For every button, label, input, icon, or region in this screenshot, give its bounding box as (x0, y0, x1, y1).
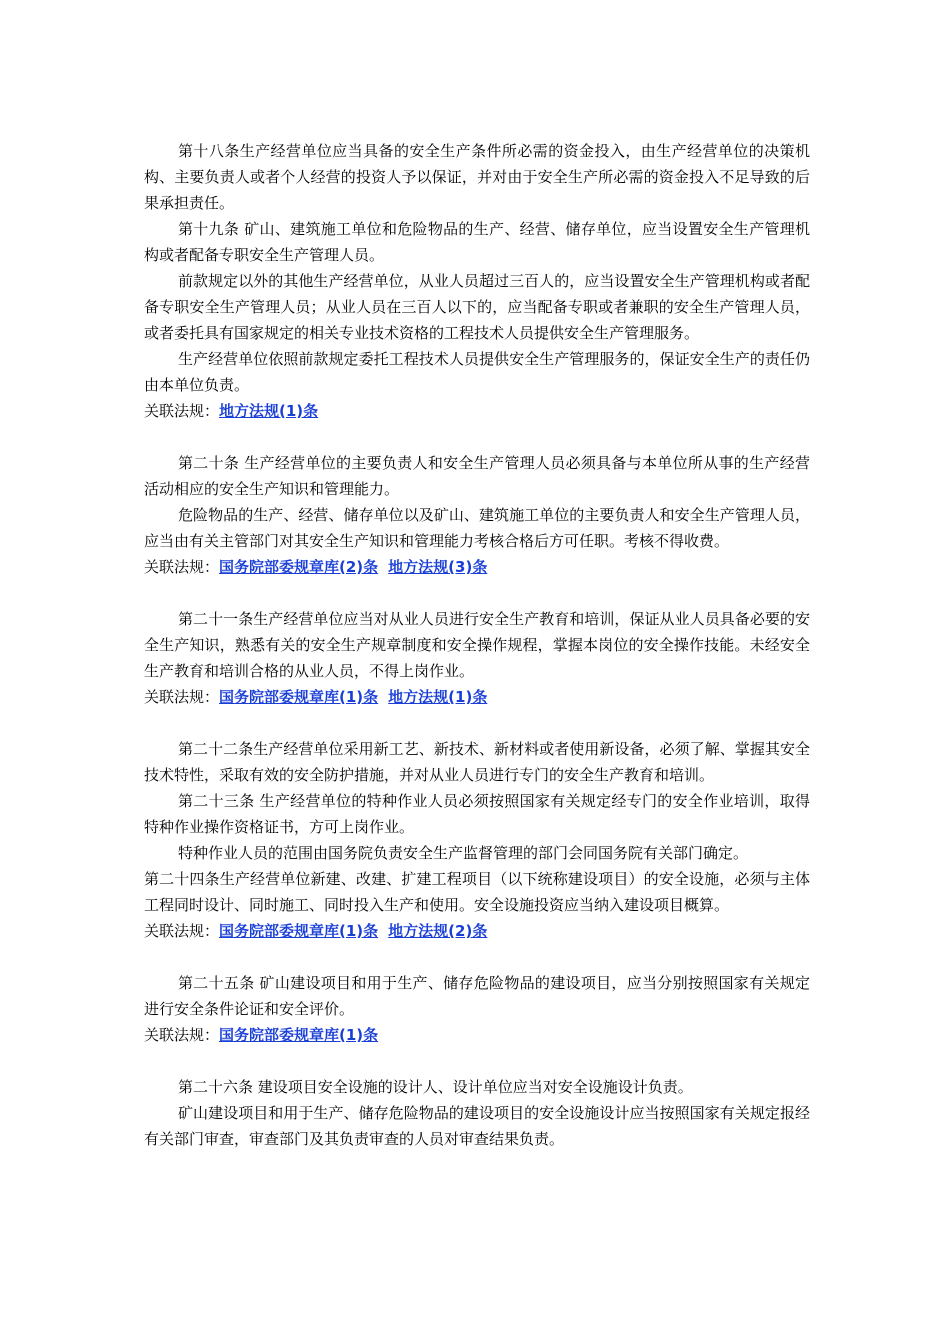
article-19-para-3: 生产经营单位依照前款规定委托工程技术人员提供安全生产管理服务的，保证安全生产的责任仍由本单位负责。 (144, 350, 810, 394)
article-20: 第二十条 生产经营单位的主要负责人和安全生产管理人员必须具备与本单位所从事的生产经营活动相应的安全生产知识和管理能力。 (144, 454, 810, 498)
related-regulations (144, 1022, 810, 1048)
related-regulations (144, 684, 810, 710)
link-state-council-rules[interactable]: 国务院部委规章库(1)条 (219, 1026, 379, 1044)
article-19-para-2: 前款规定以外的其他生产经营单位，从业人员超过三百人的，应当设置安全生产管理机构或者配备专职安全生产管理人员；从业人员在三百人以下的，应当配备专职或者兼职的安全生产管理人员，或者委托具有国家规定的相关专业技术资格的工程技术人员提供安全生产管理服务。 (144, 272, 810, 342)
article-21: 第二十一条生产经营单位应当对从业人员进行安全生产教育和培训，保证从业人员具备必要的安全生产知识，熟悉有关的安全生产规章制度和安全操作规程，掌握本岗位的安全操作技能。未经安全生产教育和培训合格的从业人员，不得上岗作业。 (144, 610, 810, 680)
link-local-regulations[interactable]: 地方法规(1)条 (388, 688, 488, 706)
link-state-council-rules[interactable]: 国务院部委规章库(1)条 (219, 922, 379, 940)
article-26: 第二十六条 建设项目安全设施的设计人、设计单位应当对安全设施设计负责。 (178, 1078, 693, 1096)
article-22: 第二十二条生产经营单位采用新工艺、新技术、新材料或者使用新设备，必须了解、掌握其安全技术特性，采取有效的安全防护措施，并对从业人员进行专门的安全生产教育和培训。 (144, 740, 810, 784)
related-label: 关联法规： (144, 922, 220, 940)
related-label: 关联法规： (144, 688, 220, 706)
related-regulations (144, 918, 810, 944)
article-block-22-24 (144, 736, 810, 944)
article-block-26 (144, 1074, 810, 1152)
article-20-para-2: 危险物品的生产、经营、储存单位以及矿山、建筑施工单位的主要负责人和安全生产管理人员，应当由有关主管部门对其安全生产知识和管理能力考核合格后方可任职。考核不得收费。 (144, 506, 810, 550)
article-18: 第十八条生产经营单位应当具备的安全生产条件所必需的资金投入，由生产经营单位的决策机构、主要负责人或者个人经营的投资人予以保证，并对由于安全生产所必需的资金投入不足导致的后果承担责任。 (144, 142, 810, 212)
link-local-regulations[interactable]: 地方法规(3)条 (388, 558, 488, 576)
article-23-para-2: 特种作业人员的范围由国务院负责安全生产监督管理的部门会同国务院有关部门确定。 (178, 844, 749, 862)
article-block-25 (144, 970, 810, 1048)
link-local-regulations[interactable]: 地方法规(2)条 (388, 922, 488, 940)
link-local-regulations[interactable]: 地方法规(1)条 (219, 402, 319, 420)
article-23: 第二十三条 生产经营单位的特种作业人员必须按照国家有关规定经专门的安全作业培训，取得特种作业操作资格证书，方可上岗作业。 (144, 792, 810, 836)
related-regulations (144, 398, 810, 424)
article-24: 第二十四条生产经营单位新建、改建、扩建工程项目（以下统称建设项目）的安全设施，必须与主体工程同时设计、同时施工、同时投入生产和使用。安全设施投资应当纳入建设项目概算。 (144, 870, 810, 914)
related-label: 关联法规： (144, 1026, 220, 1044)
article-19: 第十九条 矿山、建筑施工单位和危险物品的生产、经营、储存单位，应当设置安全生产管理机构或者配备专职安全生产管理人员。 (144, 220, 810, 264)
link-state-council-rules[interactable]: 国务院部委规章库(1)条 (219, 688, 379, 706)
link-state-council-rules[interactable]: 国务院部委规章库(2)条 (219, 558, 379, 576)
document-body (144, 138, 810, 1178)
related-label: 关联法规： (144, 402, 220, 420)
article-block-21 (144, 606, 810, 710)
article-25: 第二十五条 矿山建设项目和用于生产、储存危险物品的建设项目，应当分别按照国家有关规定进行安全条件论证和安全评价。 (144, 974, 810, 1018)
related-label: 关联法规： (144, 558, 220, 576)
article-26-para-2: 矿山建设项目和用于生产、储存危险物品的建设项目的安全设施设计应当按照国家有关规定报经有关部门审查，审查部门及其负责审查的人员对审查结果负责。 (144, 1104, 810, 1148)
related-regulations (144, 554, 810, 580)
article-block-18-19 (144, 138, 810, 424)
article-block-20 (144, 450, 810, 580)
